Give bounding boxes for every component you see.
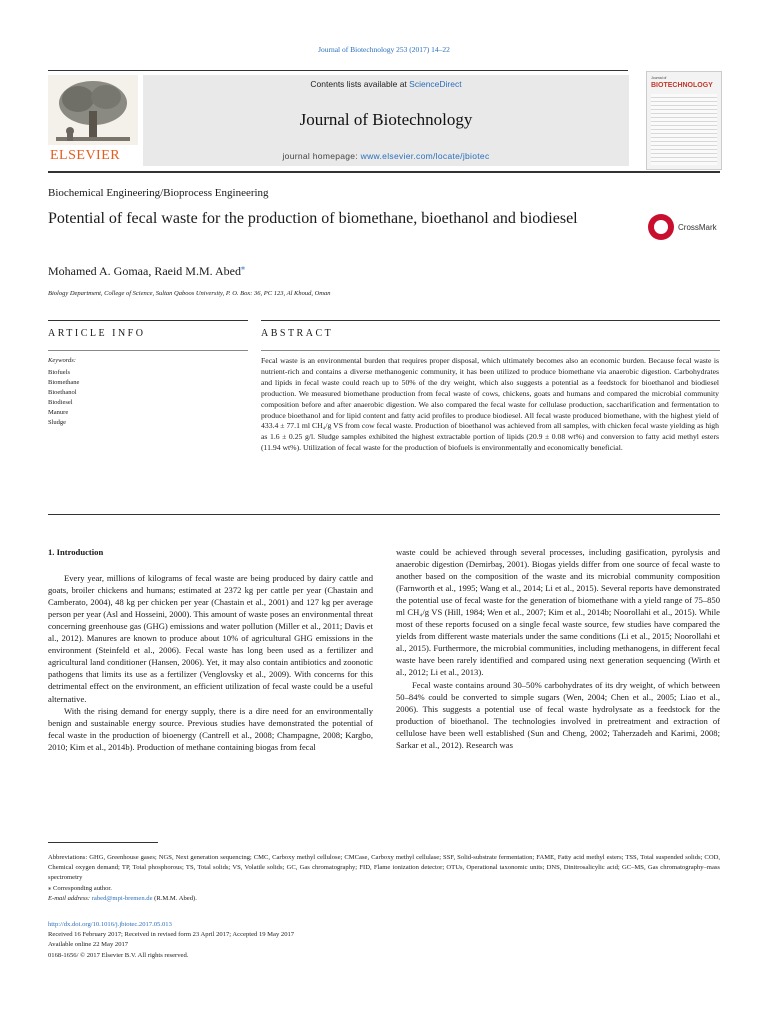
journal-title: Journal of Biotechnology	[299, 110, 473, 129]
keyword: Biomethane	[48, 379, 80, 386]
cover-graphic	[651, 94, 717, 165]
keywords-list	[48, 368, 79, 428]
footnote-rule	[48, 842, 158, 843]
keyword: Biodiesel	[48, 399, 73, 406]
keyword: Sludge	[48, 419, 67, 426]
publication-info	[48, 920, 294, 961]
body-right-column	[396, 546, 720, 751]
email-name: (R.M.M. Abed).	[152, 894, 197, 902]
journal-citation[interactable]: Journal of Biotechnology 253 (2017) 14–22	[318, 45, 450, 54]
introduction-heading: 1. Introduction	[48, 547, 104, 557]
homepage-label: journal homepage:	[282, 151, 361, 161]
abstract-sub-rule	[261, 350, 720, 351]
abstract-heading: ABSTRACT	[261, 328, 334, 339]
received-dates: Received 16 February 2017; Received in revised form 23 April 2017; Accepted 19 May 2017	[48, 931, 295, 939]
homepage-link[interactable]: www.elsevier.com/locate/jbiotec	[360, 151, 490, 161]
email-footnote	[48, 894, 720, 904]
sciencedirect-link[interactable]: ScienceDirect	[409, 79, 462, 89]
keyword: Biofuels	[48, 369, 71, 376]
available-online: Available online 22 May 2017	[48, 941, 129, 949]
crossmark-label[interactable]: CrossMark	[678, 223, 717, 232]
body-paragraph: Fecal waste contains around 30–50% carbohydrates of its dry weight, of which between 50–84% could be converted to simple sugars (Wen, 2004; Chen et al., 2005; Liao et al., 2006). This suggests a potential use of fecal waste hydrolysate as a feedstock for the production of bioethanol. The technologies involved in pretreatment and extraction of cellulose have been well established (Sun and Cheng, 2002; Taherzadeh and Karimi, 2008; Sarkar et al., 2012). Research was	[396, 679, 720, 750]
cover-journal-name: BIOTECHNOLOGY	[651, 82, 713, 89]
contents-prefix: Contents lists available at	[310, 79, 410, 89]
corresponding-author-footnote: ⁎ Corresponding author.	[48, 884, 112, 892]
doi-link[interactable]: http://dx.doi.org/10.1016/j.jbiotec.2017.05.013	[48, 921, 172, 928]
footnotes	[48, 853, 720, 904]
body-left-column	[48, 546, 373, 753]
keyword: Bioethanol	[48, 389, 77, 396]
article-info-top-rule	[48, 320, 248, 321]
email-label: E-mail address:	[48, 894, 92, 902]
body-paragraph: waste could be achieved through several processes, including gasification, pyrolysis and anaerobic digestion (Demirbaş, 2001). Biogas yields differ from one source of fecal waste to another based on the composition of the waste and its microbial community composition (Farnworth et al., 1995; Wang et al., 2014; Li et al., 2015). Several reports have demonstrated the potential use of fecal waste for the generation of biomethane with a yield range of 75–850 ml CH₄/g VS (Hill, 1984; Wen et al., 2007; Kim et al., 2014b; Noorollahi et al., 2015). While most of these reports focused on a single fecal waste source, few studies have compared the yields from different waste materials under the same conditions (Li et al., 2015; Noorollahi et al., 2015). Furthermore, the microbial communities, including methanogens, in different fecal waste have been rarely identified and compared using next generation sequencing (Wirth et al., 2012; Li et al., 2013).	[396, 547, 720, 678]
email-link[interactable]: rabed@mpi-bremen.de	[91, 894, 153, 902]
body-paragraph: Every year, millions of kilograms of fecal waste are being produced by dairy cattle and goats, broiler chickens and humans; estimated at 2372 kg per cattle per year (Chastain and Camberato, 2004), 48 kg per chicken per year (Chastain et al., 2001) and 127 kg per average person per year (Asl and Hosseini, 2000). This amount of waste poses an environmental threat concerning greenhouse gas (GHG) emissions and water pollution (Miller et al., 2011; Davis et al., 2012). Manures are known to produce about 10% of agricultural GHG emissions in the environment (Steinfeld et al., 2006). Fecal waste has long been used as a fertilizer and agricultural land conditioner (Hansen, 2006). Yet, it may also contain antibiotics and zoonotic pathogens that limits its use as a fertilizer (Venglovsky et al., 2009). With concerns for this detrimental effect on the environment, an efficient utilization of fecal waste could be a useful alternative.	[48, 573, 373, 704]
abstract-bottom-rule	[48, 514, 720, 515]
journal-cover-thumbnail[interactable]	[646, 71, 722, 170]
authors: Mohamed A. Gomaa, Raeid M.M. Abed	[48, 264, 241, 278]
corresponding-author-mark[interactable]: ⁎	[240, 263, 245, 272]
keywords-label: Keywords:	[48, 357, 76, 364]
homepage-line	[143, 151, 629, 161]
body-paragraph: With the rising demand for energy supply, there is a dire need for an environmentally benign and sustainable energy source. Previous studies have demonstrated the potential of fecal waste in the production of bioenergy (Cantrell et al., 2008; Champagne, 2008; Kargbo, 2010; Kim et al., 2014b). Production of methane containing biogas from fecal	[48, 705, 373, 752]
abbreviations-footnote: Abbreviations: GHG, Greenhouse gases; NGS, Next generation sequencing; CMC, Carboxy methyl cellulose; CMCase, Carboxy methyl cellulase; SSF, Solid-substrate fermentation; FAME, Fatty acid methyl esters; TSS, Total suspended solids; COD, Chemical oxygen demand; TP, Total phosphorous; TS, Total solids; VS, Volatile solids; GC, Gas chromatography; FID, Flame ionization detector; OTUs, Operational taxonomic units; DNS, Dinitrosalicylic acid; GC–MS, Gas chromatography–mass spectrometry	[48, 854, 720, 882]
article-title: Potential of fecal waste for the production of biomethane, bioethanol and biodiesel	[48, 210, 578, 227]
author-affiliation: Biology Department, College of Science, Sultan Qaboos University, P. O. Box: 36, PC 123, Al Khoud, Oman	[48, 290, 331, 297]
keyword: Manure	[48, 409, 69, 416]
abstract-text: Fecal waste is an environmental burden that requires proper disposal, which ultimately becomes also an economic burden. Because fecal waste is nutrient-rich and contains a diverse methanogenic community, it has been utilized to produce biomethane via anaerobic digestion. Carbohydrates and lipids in fecal waste could reach up to 50% of the dry weight, which also suggests a potential as a feedstock for bioethanol and biodiesel production. We measured biomethane production from fecal waste of cows, chickens, goats and humans and compared the microbial community composition before and after anaerobic digestion. We also compared the fecal waste for cellulase production, saccharification and fermentation to produce bioethanol and for lipid content and fatty acid profiles to produce biodiesel. All fecal waste produced biomethane, with the highest yield of 433.4 ± 77.1 ml CH₄/g VS from cow fecal waste. Production of bioethanol was achieved from all samples, with chicken fecal waste yielding as high as 1.6 ± 0.25 g/l. Sludge samples exhibited the highest extractable portion of lipids (20.9 ± 0.08 wt%) and conversion to fatty acid methyl esters (11.94 wt%). Utilization of fecal waste for the production of biofuels is environmentally and economically beneficial.	[261, 356, 719, 453]
copyright: 0168-1656/ © 2017 Elsevier B.V. All rights reserved.	[48, 951, 189, 959]
article-section: Biochemical Engineering/Bioprocess Engineering	[48, 187, 269, 199]
contents-line	[143, 79, 629, 89]
crossmark-icon[interactable]	[648, 214, 674, 240]
article-info-heading: ARTICLE INFO	[48, 328, 146, 339]
article-info-sub-rule	[48, 350, 248, 351]
author-list	[48, 263, 245, 279]
abstract-top-rule	[261, 320, 720, 321]
cover-journal-of: Journal of	[651, 76, 667, 80]
publisher-name: ELSEVIER	[50, 148, 121, 163]
masthead-bottom-rule	[48, 171, 720, 173]
masthead-top-rule	[48, 70, 628, 71]
